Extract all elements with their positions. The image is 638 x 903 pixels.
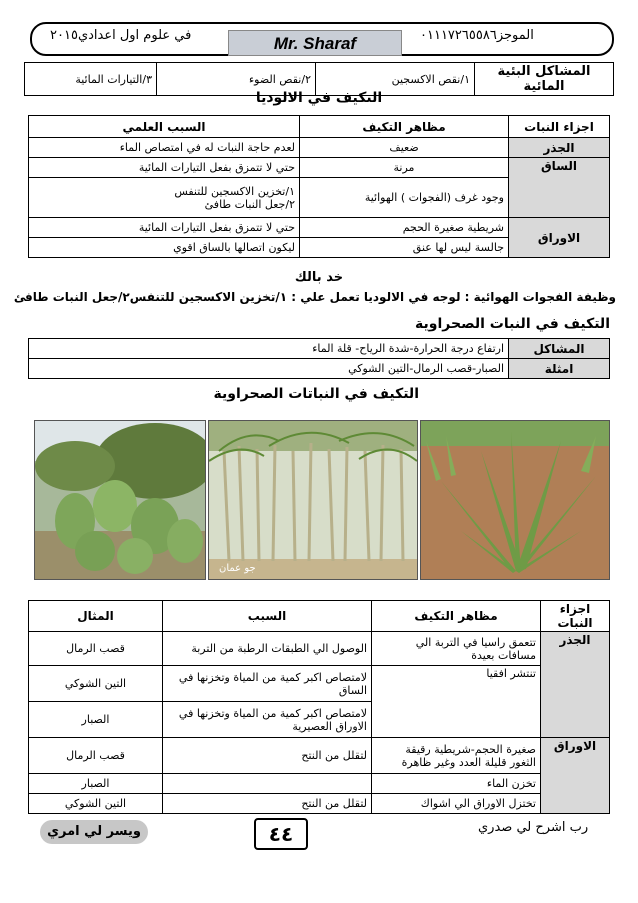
elodea-header-feature: مظاهر التكيف bbox=[300, 116, 509, 138]
sugarcane-photo bbox=[208, 420, 418, 580]
elodea-table bbox=[28, 115, 610, 258]
function-line: وظيفة الفجوات الهوائية : لوجه في الالوديا تعمل علي : ١/تخزين الاكسجين للتنفس٢/جعل النبات طافئ bbox=[13, 290, 616, 304]
desert-row-reason bbox=[163, 774, 372, 794]
footer-left: ويسر لي امري bbox=[40, 820, 148, 844]
desert-problems-label: المشاكل bbox=[509, 339, 610, 359]
elodea-title: التكيف في الالوديا bbox=[255, 90, 383, 106]
desert-row-example: قصب الرمال bbox=[29, 738, 163, 774]
desert-examples-label: امثلة bbox=[509, 359, 610, 379]
desert-header-example: المثال bbox=[29, 601, 163, 632]
elodea-stem-reason-1: حتي لا تتمزق بفعل التيارات المائية bbox=[29, 158, 300, 178]
desert-examples-value: الصبار-قصب الرمال-التين الشوكي bbox=[29, 359, 509, 379]
photo-watermark: جو عمان bbox=[219, 563, 256, 574]
elodea-stem-reason-2a: ١/تخزين الاكسجين للتنفس bbox=[174, 184, 295, 198]
elodea-leaves-feature-1: شريطية صغيرة الحجم bbox=[300, 218, 509, 238]
elodea-root-part: الجذر bbox=[509, 138, 610, 158]
desert-row-feature: تنتشر افقيا bbox=[372, 666, 541, 738]
elodea-root-feature: ضعيف bbox=[300, 138, 509, 158]
desert-row-feature: تتعمق راسيا في التربة الي مسافات بعيدة bbox=[372, 632, 541, 666]
elodea-stem-feature-2: وجود غرف (الفجوات ) الهوائية bbox=[300, 178, 509, 218]
header-author: Mr. Sharaf bbox=[228, 30, 402, 56]
desert-row-example: الصبار bbox=[29, 702, 163, 738]
desert-row-feature: تختزل الاوراق الي اشواك bbox=[372, 794, 541, 814]
desert-root-part: الجذر bbox=[541, 632, 610, 738]
elodea-leaves-reason-1: حتي لا تتمزق بفعل التيارات المائية bbox=[29, 218, 300, 238]
elodea-stem-part: الساق bbox=[509, 158, 610, 218]
images-title: التكيف في النباتات الصحراوية bbox=[213, 386, 419, 402]
desert-row-reason: لتقلل من النتح bbox=[163, 794, 372, 814]
problem-item-2: ٢/نقص الضوء bbox=[157, 63, 316, 96]
aloe-photo bbox=[420, 420, 610, 580]
desert-row-reason: لامتصاص اكبر كمية من المياة وتخزنها في الاوراق العصيرية bbox=[163, 702, 372, 738]
elodea-leaves-reason-2: ليكون اتصالها بالساق اقوي bbox=[29, 238, 300, 258]
desert-row-reason: لتقلل من النتح bbox=[163, 738, 372, 774]
elodea-header-reason: السبب العلمي bbox=[29, 116, 300, 138]
desert-header-reason: السبب bbox=[163, 601, 372, 632]
desert-header-feature: مظاهر التكيف bbox=[372, 601, 541, 632]
elodea-stem-reason-2b: ٢/جعل النبات طافئ bbox=[204, 197, 295, 211]
cactus-photo bbox=[34, 420, 206, 580]
header-phone: الموجز٠١١١٧٢٦٥٥٨٦ bbox=[420, 28, 534, 43]
footer-right: رب اشرح لي صدري bbox=[478, 820, 589, 835]
elodea-header-part: اجزاء النبات bbox=[509, 116, 610, 138]
desert-row-example: التين الشوكي bbox=[29, 794, 163, 814]
desert-leaves-part: الاوراق bbox=[541, 738, 610, 814]
elodea-stem-feature-1: مرنة bbox=[300, 158, 509, 178]
problem-item-1: ١/نقص الاكسجين bbox=[316, 63, 475, 96]
desert-problems-value: ارتفاع درجة الحرارة-شدة الرياح- قلة الماء bbox=[29, 339, 509, 359]
page-number: ٤٤ bbox=[254, 818, 308, 850]
desert-adaptation-table bbox=[28, 600, 610, 814]
desert-row-feature: تخزن الماء bbox=[372, 774, 541, 794]
header-subject: في علوم اول اعدادي٢٠١٥ bbox=[50, 28, 192, 43]
note-text: خد بالك bbox=[294, 270, 344, 285]
elodea-root-reason: لعدم حاجة النبات له في امتصاص الماء bbox=[29, 138, 300, 158]
desert-row-reason: لامتصاص اكبر كمية من المياة وتخزنها في الساق bbox=[163, 666, 372, 702]
problem-item-3: ٣/التيارات المائية bbox=[25, 63, 157, 96]
problems-label: المشاكل البئية المائية bbox=[475, 63, 614, 96]
elodea-stem-reasons bbox=[29, 178, 300, 218]
desert-row-feature: صغيرة الحجم-شريطية رقيقة الثغور قليلة العدد وغير ظاهرة bbox=[372, 738, 541, 774]
desert-title: التكيف في النبات الصحراوية bbox=[415, 316, 610, 332]
desert-row-reason: الوصول الي الطبقات الرطبة من التربة bbox=[163, 632, 372, 666]
desert-header-part: اجزاء النبات bbox=[541, 601, 610, 632]
desert-row-example: الصبار bbox=[29, 774, 163, 794]
desert-info-table bbox=[28, 338, 610, 379]
desert-row-example: التين الشوكي bbox=[29, 666, 163, 702]
elodea-leaves-part: الاوراق bbox=[509, 218, 610, 258]
desert-row-example: قصب الرمال bbox=[29, 632, 163, 666]
elodea-leaves-feature-2: جالسة ليس لها عنق bbox=[300, 238, 509, 258]
